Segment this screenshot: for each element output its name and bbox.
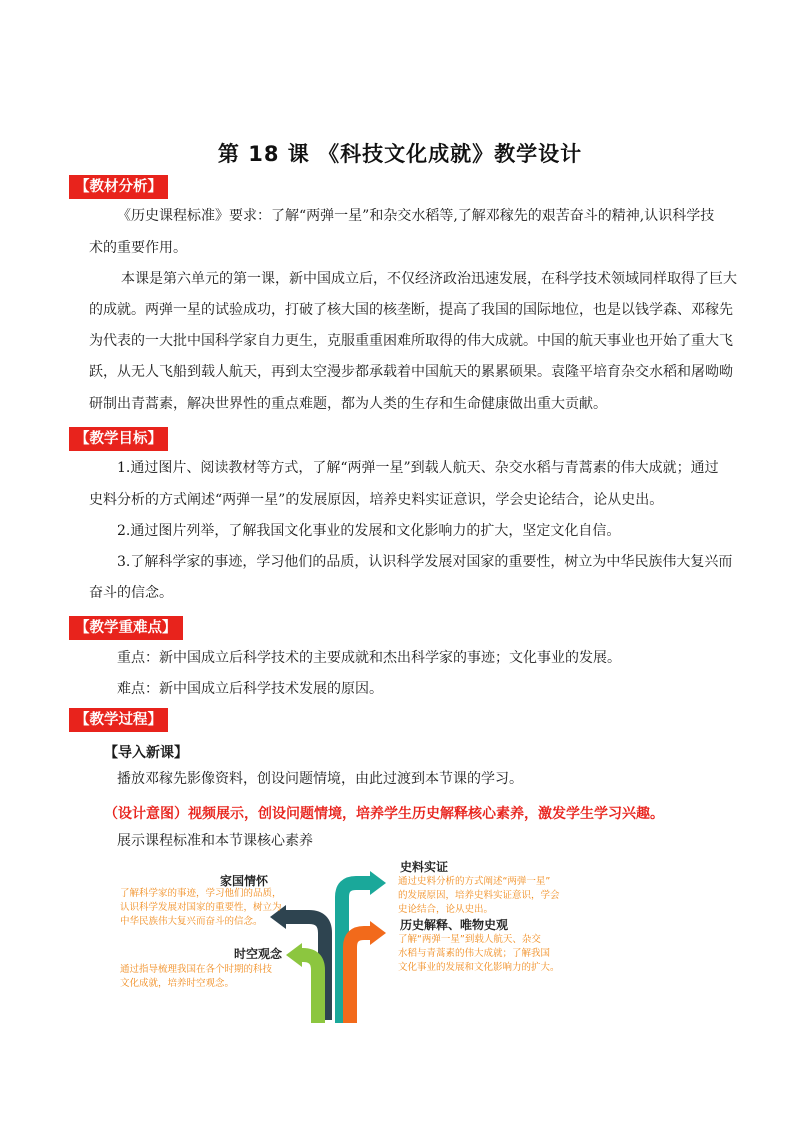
goal-2: 2.通过图片列举，了解我国文化事业的发展和文化影响力的扩大，坚定文化自信。	[117, 523, 621, 539]
literacy-body-spacetime	[120, 963, 300, 991]
section-tag-process: 【教学过程】	[69, 708, 168, 732]
literacy-body-patriotism	[120, 887, 300, 929]
show-text: 展示课程标准和本节课核心素养	[117, 833, 313, 849]
literacy-body-line: 文化事业的发展和文化影响力的扩大。	[398, 962, 560, 973]
analysis-p2-line5: 研制出青蒿素，解决世界性的重点难题，都为人类的生存和生命健康做出重大贡献。	[89, 396, 607, 412]
section-tag-goals: 【教学目标】	[69, 427, 168, 451]
analysis-p1-line2: 术的重要作用。	[89, 240, 187, 256]
literacy-body-line: 水稻与青蒿素的伟大成就；了解我国	[398, 948, 551, 959]
arrow-head-teal	[370, 871, 386, 895]
goal-3-line1: 3.了解科学家的事迹，学习他们的品质，认识科学发展对国家的重要性，树立为中华民族伟大复兴而	[117, 554, 733, 570]
intro-text: 播放邓稼先影像资料，创设问题情境，由此过渡到本节课的学习。	[117, 771, 523, 787]
analysis-p2-line3: 为代表的一大批中国科学家自力更生，克服重重困难所取得的伟大成就。中国的航天事业也开始了重大飞	[89, 333, 733, 349]
literacy-body-line: 史论结合，论从史出。	[398, 904, 494, 915]
literacy-body-line: 认识科学发展对国家的重要性，树立为	[120, 902, 282, 913]
literacy-body-evidence	[398, 875, 588, 917]
analysis-p1-line1: 《历史课程标准》要求：了解“两弹一星”和杂交水稻等,了解邓稼先的艰苦奋斗的精神,认识科学技	[117, 208, 715, 224]
difficult-point: 难点：新中国成立后科学技术发展的原因。	[117, 681, 383, 697]
goal-1-line2: 史料分析的方式阐述“两弹一星”的发展原因，培养史料实证意识，学会史论结合，论从史出。	[89, 492, 664, 508]
page-title: 第 18 课 《科技文化成就》教学设计	[217, 142, 583, 166]
intro-subtitle: 【导入新课】	[104, 745, 188, 761]
key-point: 重点：新中国成立后科学技术的主要成就和杰出科学家的事迹；文化事业的发展。	[117, 650, 621, 666]
literacy-head-evidence: 史料实证	[400, 860, 449, 874]
literacy-body-line: 的发展原因，培养史料实证意识，学会	[398, 890, 560, 901]
literacy-body-line: 文化成就，培养时空观念。	[120, 978, 235, 989]
literacy-head-spacetime: 时空观念	[234, 947, 283, 961]
literacy-diagram	[110, 855, 590, 1030]
literacy-head-patriotism: 家国情怀	[220, 874, 269, 888]
goal-3-line2: 奋斗的信念。	[89, 585, 173, 601]
arrow-orange	[350, 933, 372, 1023]
literacy-body-line: 中华民族伟大复兴而奋斗的信念。	[120, 916, 263, 927]
analysis-p2-line2: 的成就。两弹一星的试验成功，打破了核大国的核垄断，提高了我国的国际地位，也是以钱学森、邓稼先	[89, 302, 733, 318]
analysis-p2-line1: 本课是第六单元的第一课，新中国成立后，不仅经济政治迅速发展，在科学技术领域同样取得了巨大	[121, 271, 737, 287]
arrow-green	[300, 955, 318, 1023]
literacy-body-line: 了解“两弹一星”到载人航天、杂交	[398, 934, 541, 945]
analysis-p2-line4: 跃，从无人飞船到载人航天，再到太空漫步都承载着中国航天的累累硕果。袁隆平培育杂交水稻和屠呦呦	[89, 364, 733, 380]
goal-1-line1: 1.通过图片、阅读教材等方式，了解“两弹一星”到载人航天、杂交水稻与青蒿素的伟大成就；通过	[117, 460, 719, 476]
literacy-body-line: 了解科学家的事迹，学习他们的品质，	[120, 888, 282, 899]
arrow-head-orange	[370, 921, 386, 945]
literacy-head-interpretation: 历史解释、唯物史观	[400, 918, 509, 932]
section-tag-keypoints: 【教学重难点】	[69, 616, 183, 640]
literacy-body-line: 通过指导梳理我国在各个时期的科技	[120, 964, 273, 975]
literacy-body-line: 通过史料分析的方式阐述“两弹一星”	[398, 876, 551, 887]
design-intent: （设计意图）视频展示，创设问题情境，培养学生历史解释核心素养，激发学生学习兴趣。	[104, 806, 664, 822]
section-tag-analysis: 【教材分析】	[69, 175, 168, 199]
literacy-body-interpretation	[398, 933, 588, 975]
